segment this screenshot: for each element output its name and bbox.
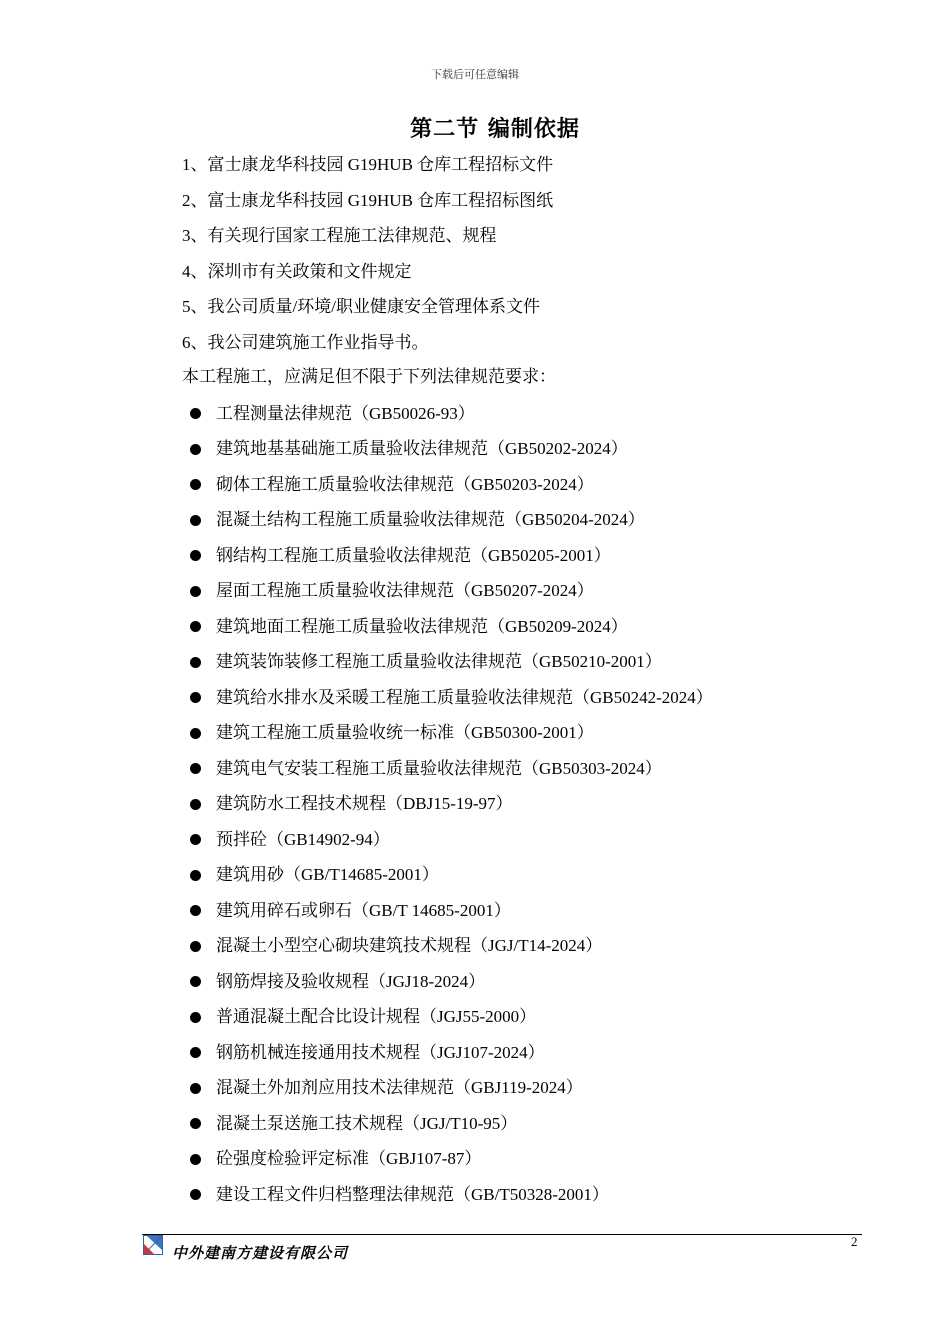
standard-item	[190, 893, 713, 929]
bullet-icon	[190, 408, 201, 419]
page-number: 2	[851, 1234, 858, 1249]
bullet-icon	[190, 905, 201, 916]
bullet-icon	[190, 1118, 201, 1129]
standard-item	[190, 964, 713, 1000]
standard-item	[190, 751, 713, 787]
footer-divider	[142, 1234, 862, 1235]
standard-item	[190, 645, 713, 681]
standard-label: 砌体工程施工质量验收法律规范（GB50203-2024）	[216, 474, 594, 494]
standard-label: 建筑给水排水及采暖工程施工质量验收法律规范（GB50242-2024）	[216, 687, 713, 707]
standard-label: 建筑工程施工质量验收统一标准（GB50300-2001）	[216, 723, 594, 743]
standard-item	[190, 432, 713, 468]
basis-list	[182, 150, 553, 363]
standard-label: 钢筋焊接及验收规程（JGJ18-2024）	[216, 971, 486, 991]
bullet-icon	[190, 1047, 201, 1058]
header-note: 下载后可任意编辑	[431, 69, 519, 81]
bullet-icon	[190, 941, 201, 952]
standard-item	[190, 822, 713, 858]
standard-item	[190, 396, 713, 432]
standard-item	[190, 1142, 713, 1178]
bullet-icon	[190, 479, 201, 490]
bullet-icon	[190, 550, 201, 561]
basis-item: 3、有关现行国家工程施工法律规范、规程	[182, 226, 497, 245]
standard-item	[190, 858, 713, 894]
bullet-icon	[190, 763, 201, 774]
company-name: 中外建南方建设有限公司	[172, 1244, 349, 1262]
standard-label: 钢筋机械连接通用技术规程（JGJ107-2024）	[216, 1042, 545, 1062]
bullet-icon	[190, 834, 201, 845]
standard-label: 建筑电气安装工程施工质量验收法律规范（GB50303-2024）	[216, 758, 662, 778]
standard-item	[190, 1177, 713, 1213]
standard-label: 混凝土泵送施工技术规程（JGJ/T10-95）	[216, 1113, 518, 1133]
standard-item	[190, 503, 713, 539]
standard-label: 建设工程文件归档整理法律规范（GB/T50328-2001）	[216, 1184, 609, 1204]
basis-item: 5、我公司质量/环境/职业健康安全管理体系文件	[182, 297, 540, 316]
basis-item: 1、富士康龙华科技园 G19HUB 仓库工程招标文件	[182, 155, 554, 174]
bullet-icon	[190, 515, 201, 526]
section-title: 第二节 编制依据	[410, 117, 580, 142]
standard-item	[190, 716, 713, 752]
bullet-icon	[190, 586, 201, 597]
standard-item	[190, 1035, 713, 1071]
standard-label: 建筑装饰装修工程施工质量验收法律规范（GB50210-2001）	[216, 652, 662, 672]
bullet-icon	[190, 1083, 201, 1094]
bullet-icon	[190, 444, 201, 455]
standard-item	[190, 787, 713, 823]
standard-item	[190, 1106, 713, 1142]
standard-label: 混凝土外加剂应用技术法律规范（GBJ119-2024）	[216, 1078, 583, 1098]
basis-item: 2、富士康龙华科技园 G19HUB 仓库工程招标图纸	[182, 190, 554, 210]
standard-label: 建筑地面工程施工质量验收法律规范（GB50209-2024）	[216, 616, 628, 636]
bullet-icon	[190, 870, 201, 881]
standard-label: 建筑地基基础施工质量验收法律规范（GB50202-2024）	[216, 439, 628, 459]
standard-item	[190, 467, 713, 503]
standard-label: 工程测量法律规范（GB50026-93）	[216, 403, 475, 423]
company-logo-icon	[143, 1235, 163, 1255]
bullet-icon	[190, 1154, 201, 1165]
bullet-icon	[190, 657, 201, 668]
standard-label: 建筑用碎石或卵石（GB/T 14685-2001）	[216, 900, 511, 920]
standard-label: 钢结构工程施工质量验收法律规范（GB50205-2001）	[216, 545, 611, 565]
standard-label: 混凝土小型空心砌块建筑技术规程（JGJ/T14-2024）	[216, 936, 603, 956]
basis-item: 6、我公司建筑施工作业指导书。	[182, 332, 429, 352]
bullet-icon	[190, 692, 201, 703]
standard-item	[190, 574, 713, 610]
standards-list	[190, 396, 713, 1213]
standard-label: 普通混凝土配合比设计规程（JGJ55-2000）	[216, 1007, 537, 1027]
standard-label: 混凝土结构工程施工质量验收法律规范（GB50204-2024）	[216, 510, 645, 530]
bullet-icon	[190, 1012, 201, 1023]
standard-label: 建筑用砂（GB/T14685-2001）	[216, 865, 439, 885]
standard-item	[190, 929, 713, 965]
standard-label: 砼强度检验评定标准（GBJ107-87）	[216, 1149, 482, 1169]
standard-label: 屋面工程施工质量验收法律规范（GB50207-2024）	[216, 581, 594, 601]
bullet-icon	[190, 728, 201, 739]
standard-item	[190, 609, 713, 645]
standard-item	[190, 1071, 713, 1107]
bullet-icon	[190, 621, 201, 632]
standard-label: 预拌砼（GB14902-94）	[216, 829, 390, 849]
bullet-icon	[190, 799, 201, 810]
bullet-icon	[190, 1189, 201, 1200]
standard-item	[190, 680, 713, 716]
standard-item	[190, 1000, 713, 1036]
standards-intro: 本工程施工，应满足但不限于下列法律规范要求：	[182, 367, 556, 386]
bullet-icon	[190, 976, 201, 987]
standard-label: 建筑防水工程技术规程（DBJ15-19-97）	[216, 794, 513, 814]
basis-item: 4、深圳市有关政策和文件规定	[182, 261, 412, 281]
standard-item	[190, 538, 713, 574]
